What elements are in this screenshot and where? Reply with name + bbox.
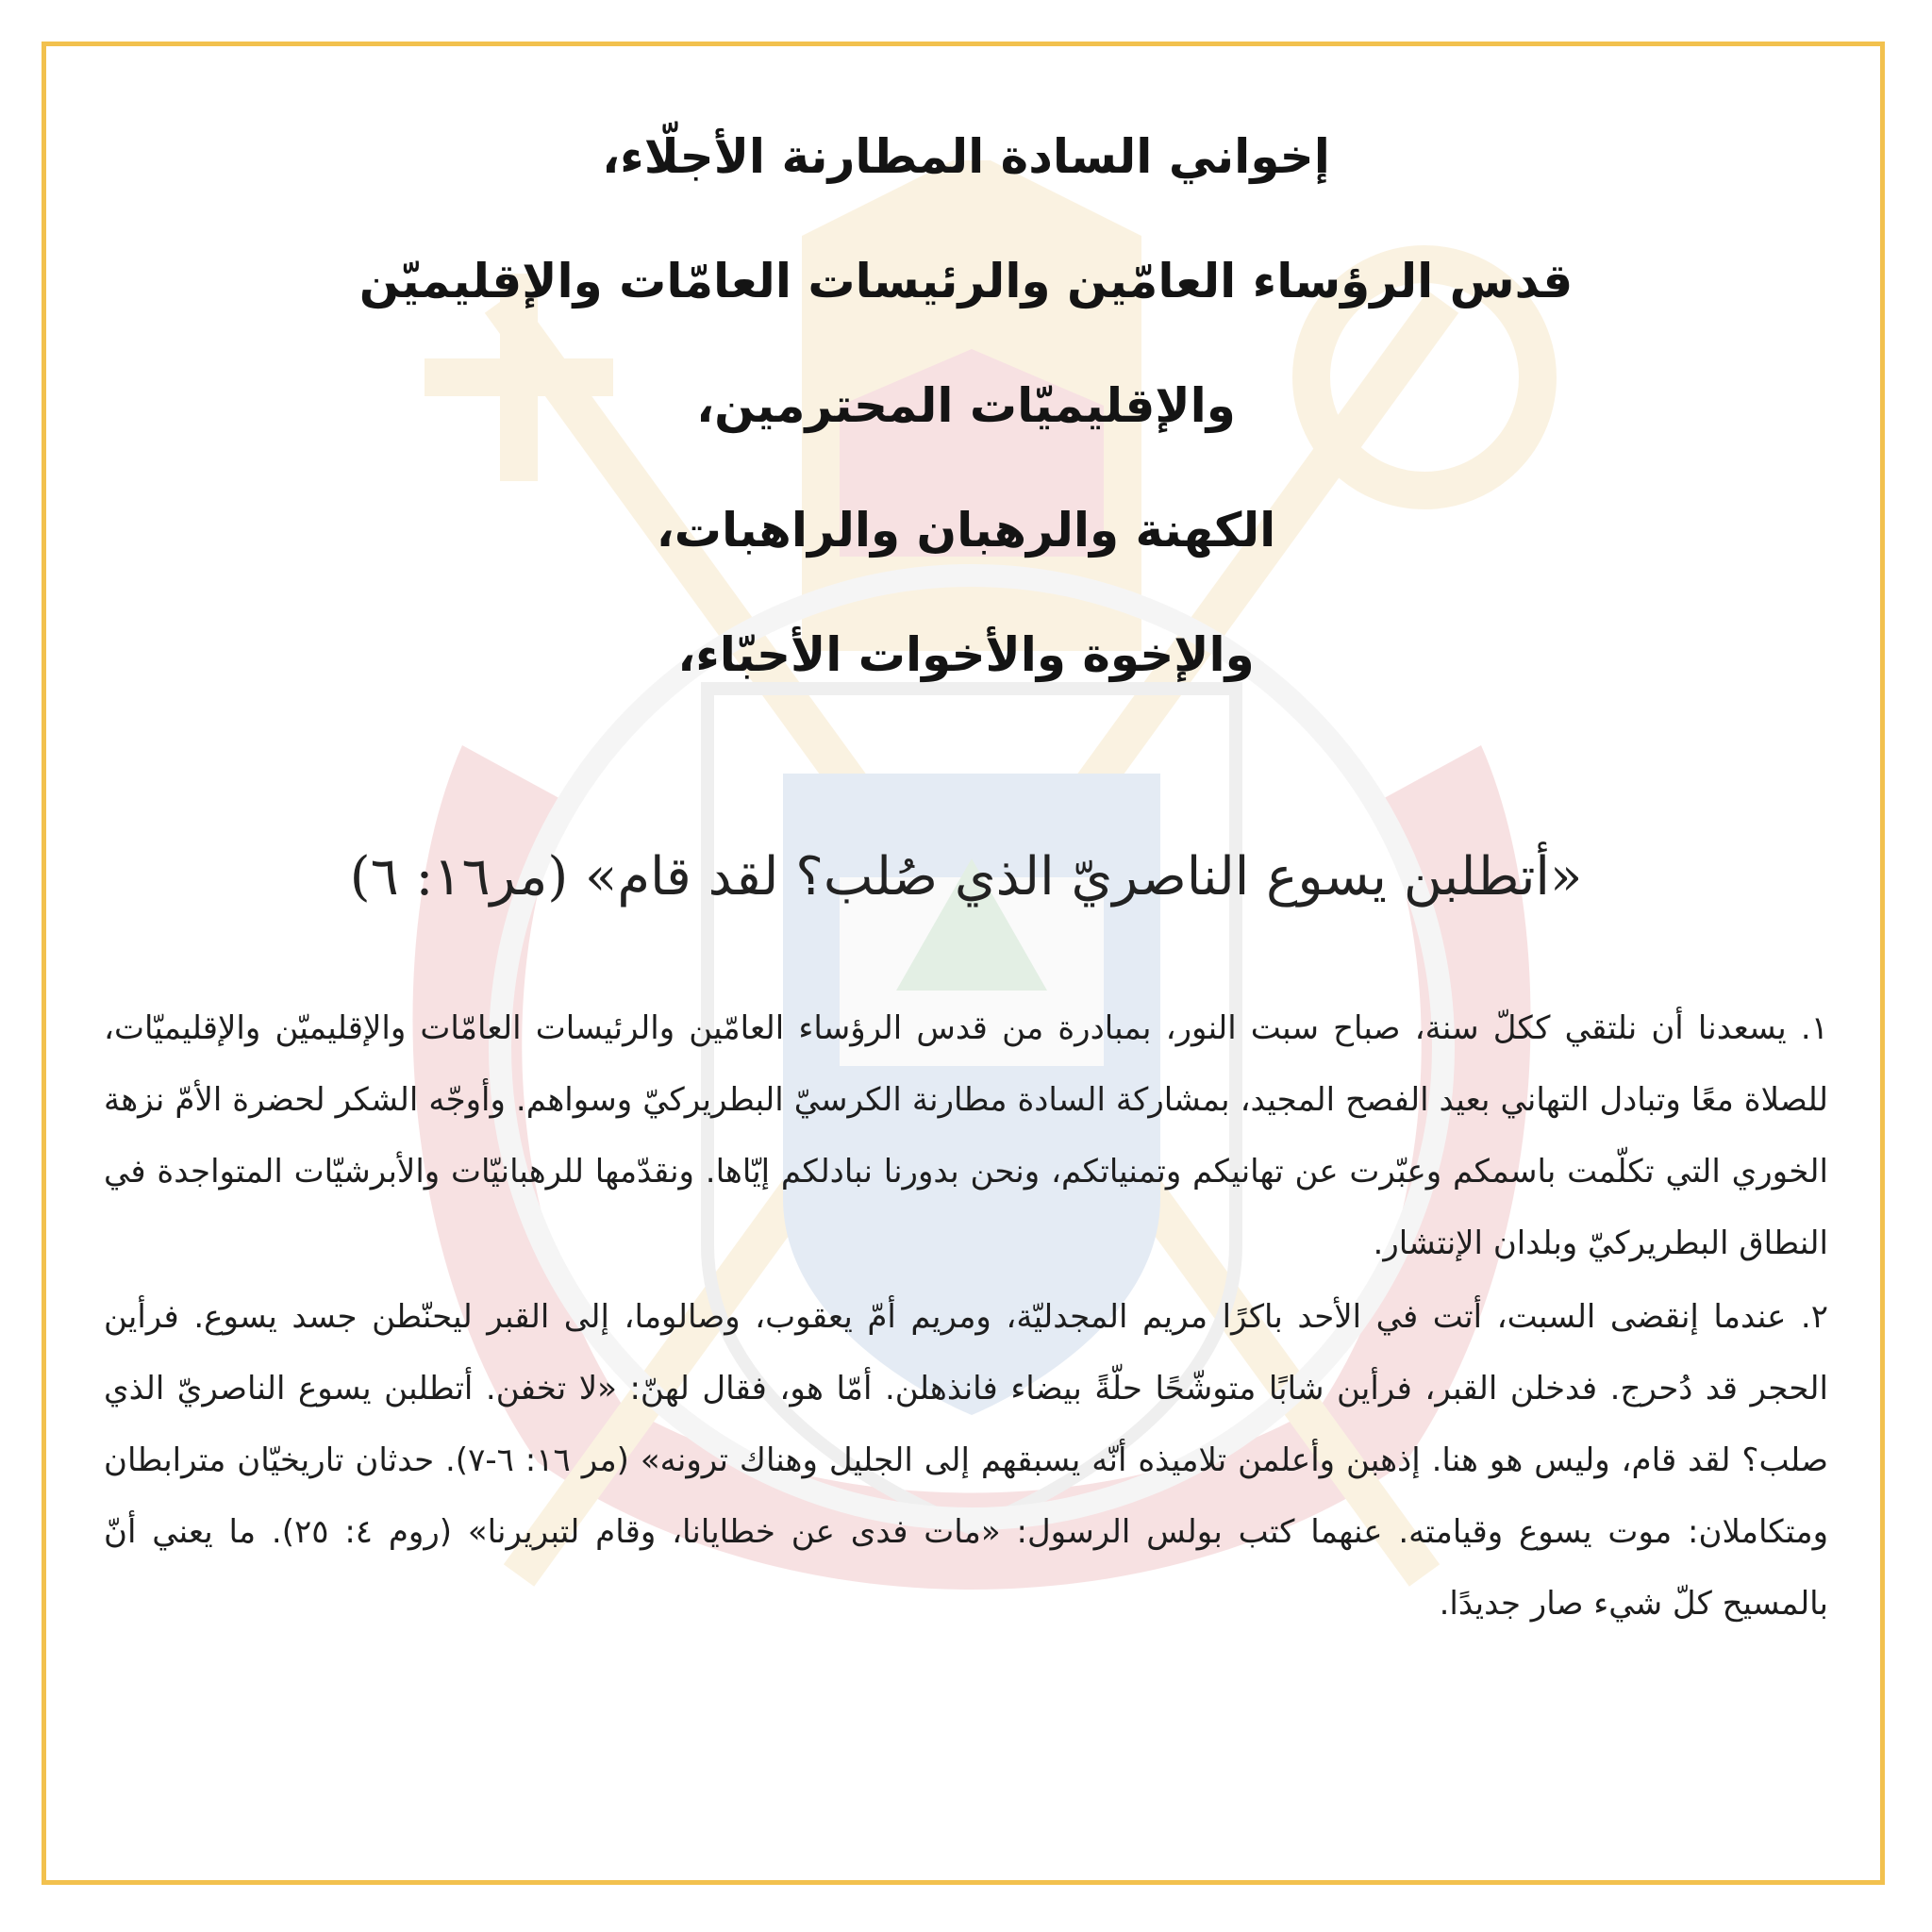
- body-paragraphs: [104, 992, 1828, 1640]
- scripture-quote: «أتطلبن يسوع الناصريّ الذي صُلب؟ لقد قام» (مر١٦: ٦): [349, 846, 1583, 908]
- greeting-line: والإخوة والأخوات الأحبّاء،: [677, 627, 1255, 682]
- greeting-line: الكهنة والرهبان والراهبات،: [656, 503, 1276, 558]
- greeting-line: والإقليميّات المحترمين،: [696, 378, 1236, 433]
- greeting-line: إخواني السادة المطارنة الأجلّاء،: [602, 129, 1330, 184]
- greeting-line: قدس الرؤساء العامّين والرئيسات العامّات والإقليميّن: [358, 254, 1574, 308]
- letter-content: [104, 94, 1828, 1641]
- greetings-block: [104, 94, 1828, 717]
- paragraph-2: ٢. عندما إنقضى السبت، أتت في الأحد باكرًا مريم المجدليّة، ومريم أمّ يعقوب، وصالوما، إلى القبر ليحنّطن جسد يسوع. فرأين الحجر قد دُحرج. فدخلن القبر، فرأين شابًا متوشّحًا حلّةً بيضاء فانذهلن. أمّا هو، فقال لهنّ: «لا تخفن. أتطلبن يسوع الناصريّ الذي صلب؟ لقد قام، وليس هو هنا. إذهبن وأعلمن تلاميذه أنّه يسبقهم إلى الجليل وهناك ترونه» (مر ١٦: ٦-٧). حدثان تاريخيّان مترابطان ومتكاملان: موت يسوع وقيامته. عنهما كتب بولس الرسول: «مات فدى عن خطايانا، وقام لتبريرنا» (روم ٤: ٢٥). ما يعني أنّ بالمسيح كلّ شيء صار جديدًا.: [104, 1298, 1828, 1623]
- paragraph-1: ١. يسعدنا أن نلتقي ككلّ سنة، صباح سبت النور، بمبادرة من قدس الرؤساء العامّين والرئيسات العامّات والإقليميّن والإقليميّات، للصلاة معًا وتبادل التهاني بعيد الفصح المجيد، بمشاركة السادة مطارنة الكرسيّ البطريركيّ وسواهم. وأوجّه الشكر لحضرة الأمّ نزهة الخوري التي تكلّمت باسمكم وعبّرت عن تهانيكم وتمنياتكم، ونحن بدورنا نبادلكم إيّاها. ونقدّمها للرهبانيّات والأبرشيّات المتواجدة في النطاق البطريركيّ وبلدان الإنتشار.: [104, 1009, 1828, 1262]
